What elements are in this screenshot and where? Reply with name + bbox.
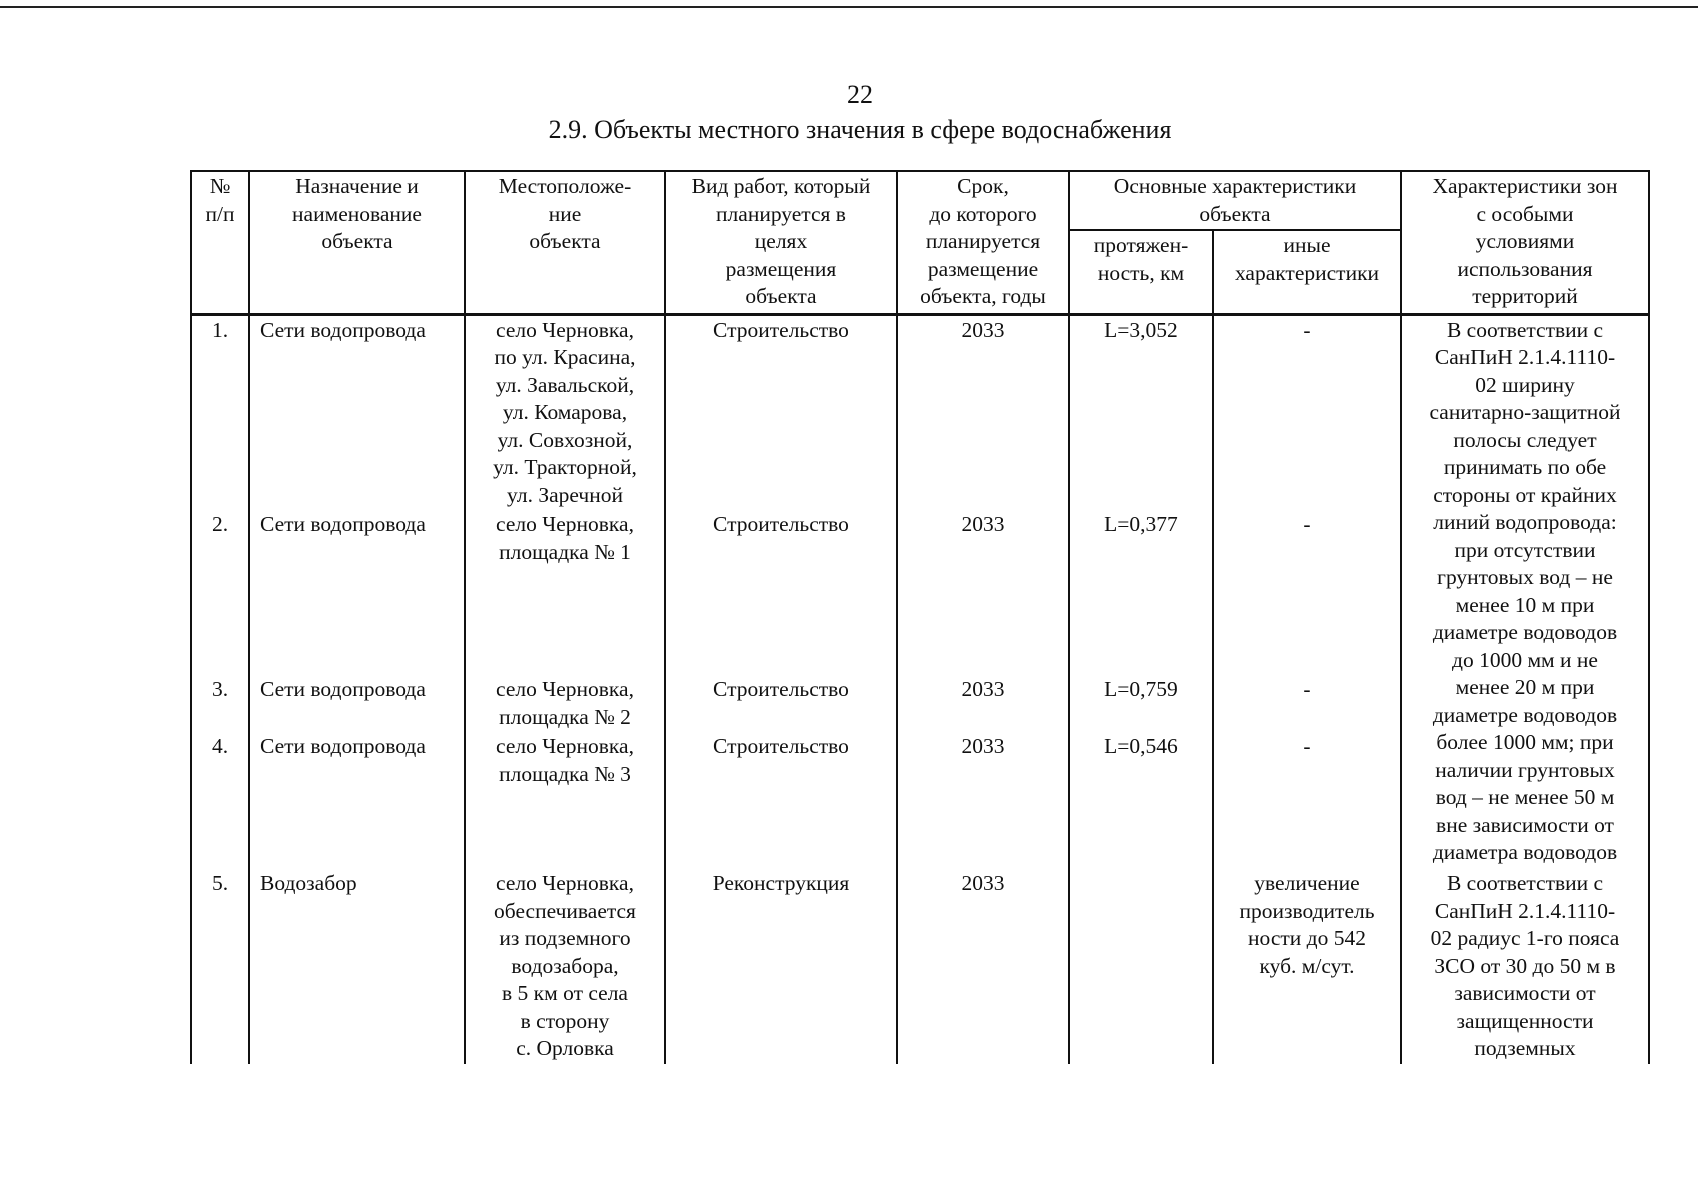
row-other: увеличение производитель ности до 542 куб. м/сут. xyxy=(1213,869,1401,1064)
row-name: Сети водопровода xyxy=(249,732,465,869)
row-deadline: 2033 xyxy=(897,869,1069,1064)
table-row xyxy=(191,869,1649,1064)
row-work-type: Строительство xyxy=(665,314,897,510)
row-location: село Черновка, площадка № 1 xyxy=(465,510,665,675)
row-length: L=0,377 xyxy=(1069,510,1213,675)
row-location: село Черновка, площадка № 2 xyxy=(465,675,665,732)
row-num: 4. xyxy=(191,732,249,869)
row-length: L=0,546 xyxy=(1069,732,1213,869)
row-work-type: Строительство xyxy=(665,510,897,675)
header-work-type: Вид работ, который планируется в целях размещения объекта xyxy=(665,171,897,314)
zone-note-intake: В соответствии с СанПиН 2.1.4.1110- 02 радиус 1-го пояса ЗСО от 30 до 50 м в зависимости от защищенности подземных xyxy=(1401,869,1649,1064)
row-other: - xyxy=(1213,732,1401,869)
page-number: 22 xyxy=(847,80,873,109)
row-work-type: Строительство xyxy=(665,732,897,869)
zone-note-networks: В соответствии с СанПиН 2.1.4.1110- 02 ширину санитарно-защитной полосы следует принимать по обе стороны от крайних линий водопровода: при отсутствии грунтовых вод – не менее 10 м при диаметре водоводов до 1000 мм и не менее 20 м при диаметре водоводов более 1000 мм; при наличии грунтовых вод – не менее 50 м вне зависимости от диаметра водоводов xyxy=(1401,314,1649,869)
water-supply-objects-table xyxy=(190,170,1650,1064)
header-other: иные характеристики xyxy=(1213,230,1401,314)
row-name: Сети водопровода xyxy=(249,675,465,732)
top-border-rule xyxy=(0,6,1698,8)
header-location: Местоположе- ние объекта xyxy=(465,171,665,314)
row-other: - xyxy=(1213,675,1401,732)
row-num: 3. xyxy=(191,675,249,732)
table-header xyxy=(191,171,1649,314)
row-deadline: 2033 xyxy=(897,510,1069,675)
row-location: село Черновка, площадка № 3 xyxy=(465,732,665,869)
header-deadline: Срок, до которого планируется размещение объекта, годы xyxy=(897,171,1069,314)
header-name: Назначение и наименование объекта xyxy=(249,171,465,314)
row-num: 1. xyxy=(191,314,249,510)
row-name: Сети водопровода xyxy=(249,314,465,510)
header-main-characteristics: Основные характеристики объекта xyxy=(1069,171,1401,230)
row-deadline: 2033 xyxy=(897,675,1069,732)
table-body xyxy=(191,314,1649,1064)
row-name: Водозабор xyxy=(249,869,465,1064)
header-length: протяжен- ность, км xyxy=(1069,230,1213,314)
row-work-type: Реконструкция xyxy=(665,869,897,1064)
row-deadline: 2033 xyxy=(897,732,1069,869)
row-other: - xyxy=(1213,510,1401,675)
row-length: L=3,052 xyxy=(1069,314,1213,510)
row-name: Сети водопровода xyxy=(249,510,465,675)
row-length xyxy=(1069,869,1213,1064)
header-num: № п/п xyxy=(191,171,249,314)
row-location: село Черновка, по ул. Красина, ул. Завальской, ул. Комарова, ул. Совхозной, ул. Тракторной, ул. Заречной xyxy=(465,314,665,510)
row-length: L=0,759 xyxy=(1069,675,1213,732)
row-location: село Черновка, обеспечивается из подземного водозабора, в 5 км от села в сторону с. Орловка xyxy=(465,869,665,1064)
header-zones: Характеристики зон с особыми условиями использования территорий xyxy=(1401,171,1649,314)
row-work-type: Строительство xyxy=(665,675,897,732)
row-num: 2. xyxy=(191,510,249,675)
section-title: 2.9. Объекты местного значения в сфере водоснабжения xyxy=(548,115,1172,144)
table-row xyxy=(191,314,1649,510)
row-deadline: 2033 xyxy=(897,314,1069,510)
row-num: 5. xyxy=(191,869,249,1064)
row-other: - xyxy=(1213,314,1401,510)
